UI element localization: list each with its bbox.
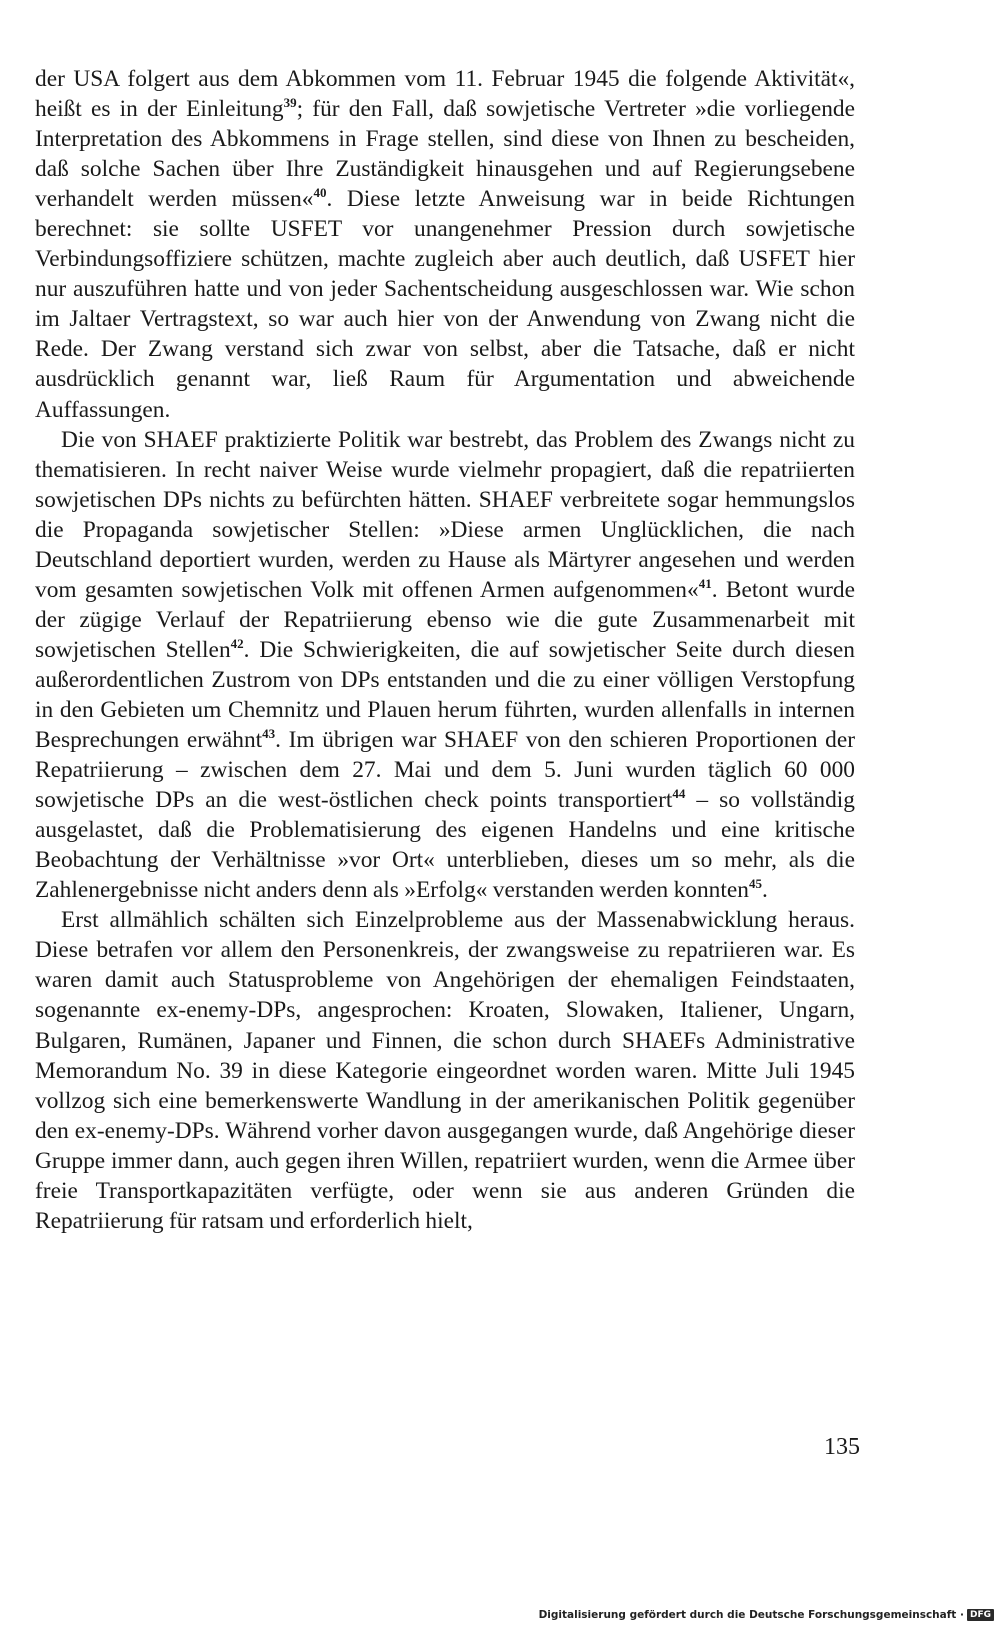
text-segment: . Betont wurde der zügige Verlauf der Repatriierung ebenso wie die gute Zusammenarbeit mit sowjetischen Stellen xyxy=(35,576,855,663)
text-segment: Die von SHAEF praktizierte Politik war bestrebt, das Problem des Zwangs nicht zu thematisieren. In recht naiver Weise wurde vielmehr propagiert, daß die repatriierten sowjetischen DPs nichts zu befürchten hätten. SHAEF verbreitete sogar hemmungslos die Propaganda sowjetischer Stellen: »Diese armen Unglücklichen, die nach Deutschland deportiert wurden, werden zu Hause als Märtyrer angesehen und werden vom gesamten sowjetischen Volk mit offenen Armen aufgenommen« xyxy=(35,426,855,603)
text-segment: . Im übrigen war SHAEF von den schieren Proportionen der Repatriierung – zwischen dem 27. Mai und dem 5. Juni wurden täglich 60 000 sowjetische DPs an die west-östlichen check points transportiert xyxy=(35,727,855,814)
paragraph xyxy=(35,425,855,906)
text-segment: . Die Schwierigkeiten, die auf sowjetischer Seite durch diesen außerordentlichen Zustrom von DPs entstanden und die zu einer völligen Verstopfung in den Gebieten um Chemnitz und Plauen herum führten, wurden allenfalls in internen Besprechungen erwähnt xyxy=(35,636,855,754)
digitization-footer xyxy=(539,1606,994,1624)
footnote-marker: 40 xyxy=(313,185,327,201)
body-text xyxy=(35,64,855,1236)
footnote-marker: 39 xyxy=(283,95,297,111)
text-segment: . xyxy=(761,877,768,904)
paragraph xyxy=(35,64,855,425)
paragraph xyxy=(35,905,855,1236)
footnote-marker: 44 xyxy=(672,786,686,802)
text-segment: Erst allmählich schälten sich Einzelprobleme aus der Massenabwicklung heraus. Diese betrafen vor allem den Personenkreis, der zwangsweise zu repatriieren war. Es waren damit auch Statusprobleme von Angehörigen der ehemaligen Feindstaaten, sogenannte ex-enemy-DPs, angesprochen: Kroaten, Slowaken, Italiener, Ungarn, Bulgaren, Rumänen, Japaner und Finnen, die schon durch SHAEFs Administrative Memorandum No. 39 in diese Kategorie eingeordnet worden waren. Mitte Juli 1945 vollzog sich eine bemerkenswerte Wandlung in der amerikanischen Politik gegenüber den ex-enemy-DPs. Während vorher davon ausgegangen wurde, daß Angehörige dieser Gruppe immer dann, auch gegen ihren Willen, repatriiert wurden, wenn die Armee über freie Transportkapazitäten verfügte, oder wenn sie aus anderen Gründen die Repatriierung für ratsam und erforderlich hielt, xyxy=(35,907,855,1234)
footnote-marker: 41 xyxy=(698,575,712,591)
footnote-marker: 42 xyxy=(230,635,244,651)
footnote-marker: 45 xyxy=(748,876,762,892)
text-segment: der USA folgert aus dem Abkommen vom 11. Februar 1945 die folgende Aktivität«, heißt es in der Einleitung xyxy=(35,66,855,123)
footer-credit-text: Digitalisierung gefördert durch die Deutsche Forschungsgemeinschaft · xyxy=(538,1609,964,1621)
footnote-marker: 43 xyxy=(262,726,276,742)
text-segment: – so vollständig ausgelastet, daß die Problematisierung des eigenen Handelns und eine kritische Beobachtung der Verhältnisse »vor Ort« unterblieben, dieses um so mehr, als die Zahlenergebnisse nicht anders denn als »Erfolg« verstanden werden konnten xyxy=(35,787,855,904)
page-number: 135 xyxy=(824,1434,860,1460)
text-segment: ; für den Fall, daß sowjetische Vertreter »die vorliegende Interpretation des Abkommens in Frage stellen, sind diese von Ihnen zu bescheiden, daß solche Sachen über Ihre Zuständigkeit hinausgehen und auf Regierungsebene verhandelt werden müssen« xyxy=(35,96,855,213)
text-segment: . Diese letzte Anweisung war in beide Richtungen berechnet: sie sollte USFET vor unangenehmer Pression durch sowjetische Verbindungsoffiziere schützen, machte zugleich aber auch deutlich, daß USFET hier nur auszuführen hatte und von jeder Sachentscheidung ausgeschlossen war. Wie schon im Jaltaer Vertragstext, so war auch hier von der Anwendung von Zwang nicht die Rede. Der Zwang verstand sich zwar von selbst, aber die Tatsache, daß er nicht ausdrücklich genannt war, ließ Raum für Argumentation und abweichende Auffassungen. xyxy=(35,186,855,423)
dfg-logo: DFG xyxy=(967,1609,994,1621)
